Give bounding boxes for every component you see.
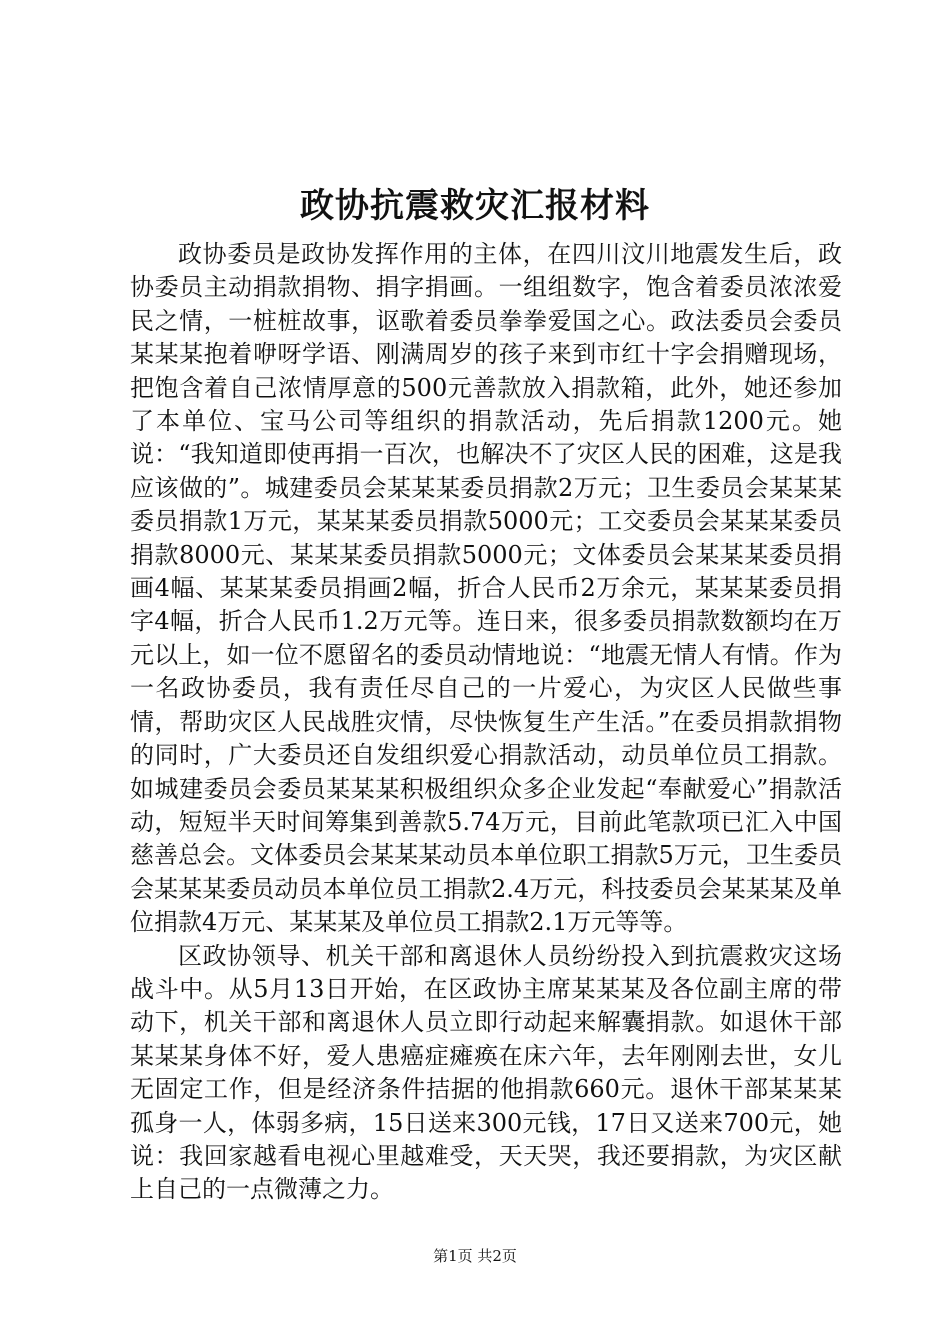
document-title: 政协抗震救灾汇报材料 xyxy=(300,186,650,226)
page-footer: 第1页 共2页 xyxy=(433,1247,517,1265)
paragraph-1: 政协委员是政协发挥作用的主体，在四川汶川地震发生后，政协委员主动捐款捐物、捐字捐画。一组组数字，饱含着委员浓浓爱民之情，一桩桩故事，讴歌着委员拳拳爱国之心。政法委员会委员某某某抱着咿呀学语、刚满周岁的孩子来到市红十字会捐赠现场，把饱含着自己浓情厚意的500元善款放入捐款箱，此外，她还参加了本单位、宝马公司等组织的捐款活动，先后捐款1200元。她说：“我知道即使再捐一百次，也解决不了灾区人民的困难，这是我应该做的”。城建委员会某某某委员捐款2万元；卫生委员会某某某委员捐款1万元，某某某委员捐款5000元；工交委员会某某某委员捐款8000元、某某某委员捐款5000元；文体委员会某某某委员捐画4幅、某某某委员捐画2幅，折合人民币2万余元，某某某委员捐字4幅，折合人民币1.2万元等。连日来，很多委员捐款数额均在万元以上，如一位不愿留名的委员动情地说：“地震无情人有情。作为一名政协委员，我有责任尽自己的一片爱心，为灾区人民做些事情，帮助灾区人民战胜灾情，尽快恢复生产生活。”在委员捐款捐物的同时，广大委员还自发组织爱心捐款活动，动员单位员工捐款。如城建委员会委员某某某积极组织众多企业发起“奉献爱心”捐款活动，短短半天时间筹集到善款5.74万元，目前此笔款项已汇入中国慈善总会。文体委员会某某某动员本单位职工捐款5万元，卫生委员会某某某委员动员本单位员工捐款2.4万元，科技委员会某某某及单位捐款4万元、某某某及单位员工捐款2.1万元等等。 xyxy=(130,240,842,937)
document-body xyxy=(130,238,842,1207)
paragraph-2: 区政协领导、机关干部和离退休人员纷纷投入到抗震救灾这场战斗中。从5月13日开始，在区政协主席某某某及各位副主席的带动下，机关干部和离退休人员立即行动起来解囊捐款。如退休干部某某某身体不好，爱人患癌症瘫痪在床六年，去年刚刚去世，女儿无固定工作，但是经济条件拮据的他捐款660元。退休干部某某某孤身一人，体弱多病，15日送来300元钱，17日又送来700元，她说：我回家越看电视心里越难受，天天哭，我还要捐款，为灾区献上自己的一点微薄之力。 xyxy=(130,941,842,1204)
